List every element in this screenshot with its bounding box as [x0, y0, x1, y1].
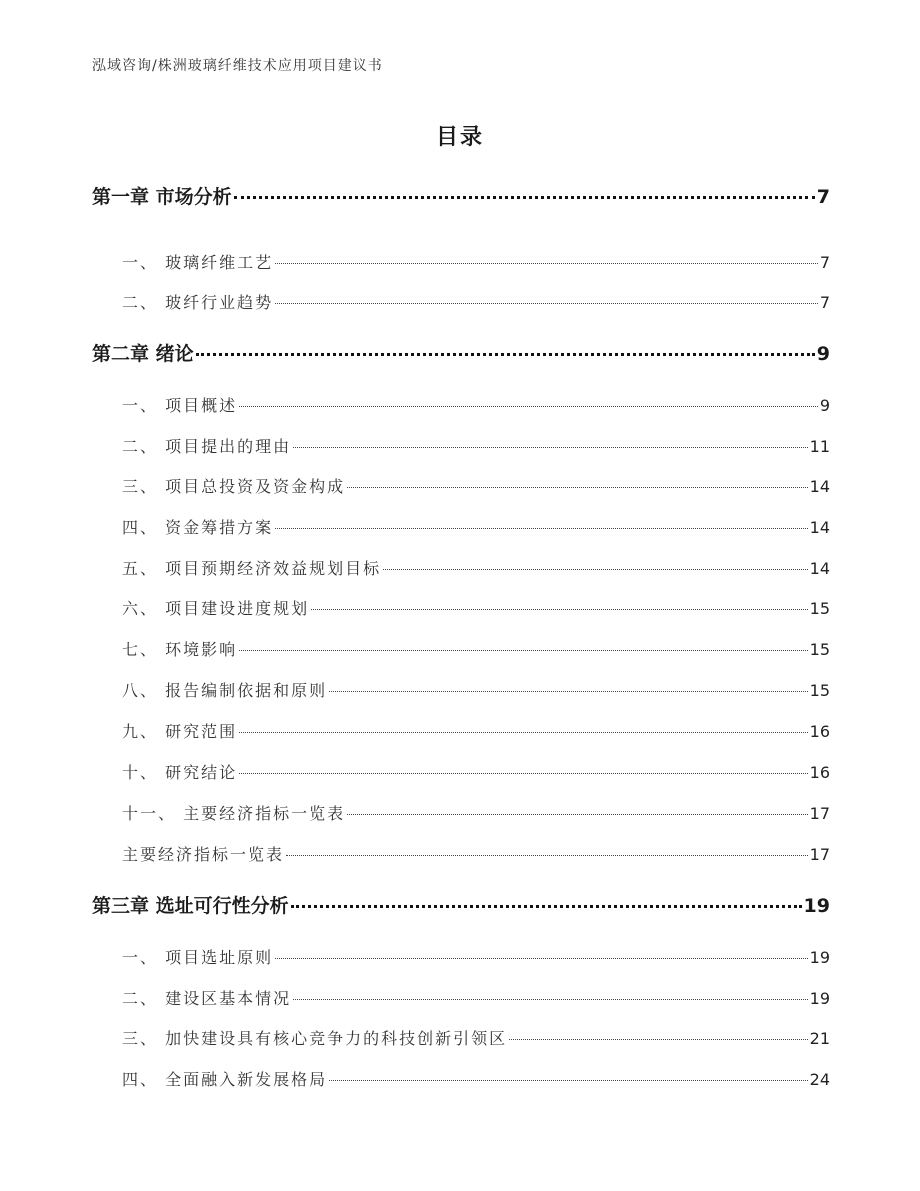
- toc-page-number: 21: [809, 1029, 830, 1048]
- toc-entry-label: 第一章 市场分析: [92, 186, 232, 208]
- toc-section-entry[interactable]: [92, 986, 830, 1009]
- dot-leader: [275, 958, 808, 959]
- toc-section-entry[interactable]: [92, 760, 830, 783]
- toc-page-number: 7: [819, 253, 830, 272]
- toc-entry-label: 四、 资金筹措方案: [122, 518, 274, 537]
- dot-leader: [239, 732, 808, 733]
- toc-section-entry[interactable]: [92, 290, 830, 313]
- toc-page-number: 9: [819, 396, 830, 415]
- toc-section-entry[interactable]: [92, 842, 830, 865]
- toc-page-number: 14: [809, 477, 830, 496]
- toc-page-number: 14: [809, 518, 830, 537]
- toc-entry-label: 第二章 绪论: [92, 343, 194, 365]
- toc-entry-label: 七、 环境影响: [122, 640, 238, 659]
- toc-section-entry[interactable]: [92, 434, 830, 457]
- toc-section-entry[interactable]: [92, 637, 830, 660]
- toc-page-number: 7: [816, 186, 830, 208]
- toc-entry-label: 六、 项目建设进度规划: [122, 599, 310, 618]
- toc-section-entry[interactable]: [92, 945, 830, 968]
- toc-entry-label: 九、 研究范围: [122, 722, 238, 741]
- dot-leader: [291, 905, 802, 908]
- toc-page-number: 16: [809, 763, 830, 782]
- toc-section-entry[interactable]: [92, 719, 830, 742]
- dot-leader: [196, 353, 815, 356]
- toc-page-number: 17: [809, 804, 830, 823]
- dot-leader: [275, 303, 818, 304]
- dot-leader: [293, 999, 808, 1000]
- toc-entry-label: 十一、 主要经济指标一览表: [122, 804, 346, 823]
- toc-section-entry[interactable]: [92, 1067, 830, 1090]
- toc-section-entry[interactable]: [92, 801, 830, 824]
- toc-section-entry[interactable]: [92, 556, 830, 579]
- toc-entry-label: 一、 项目选址原则: [122, 948, 274, 967]
- dot-leader: [347, 814, 808, 815]
- toc-entry-label: 三、 加快建设具有核心竞争力的科技创新引领区: [122, 1029, 508, 1048]
- toc-page-number: 15: [809, 599, 830, 618]
- toc-entry-label: 二、 建设区基本情况: [122, 989, 292, 1008]
- toc-entry-label: 主要经济指标一览表: [122, 845, 285, 864]
- dot-leader: [509, 1039, 808, 1040]
- dot-leader: [383, 569, 808, 570]
- document-header: 泓域咨询/株洲玻璃纤维技术应用项目建议书: [92, 58, 383, 74]
- toc-page-number: 19: [809, 948, 830, 967]
- toc-entry-label: 三、 项目总投资及资金构成: [122, 477, 346, 496]
- dot-leader: [239, 406, 818, 407]
- dot-leader: [329, 691, 808, 692]
- toc-section-entry[interactable]: [92, 678, 830, 701]
- dot-leader: [239, 773, 808, 774]
- toc-entry-label: 一、 项目概述: [122, 396, 238, 415]
- toc-title: 目录: [435, 125, 484, 150]
- dot-leader: [329, 1080, 808, 1081]
- toc-chapter-entry[interactable]: [92, 182, 830, 209]
- toc-page-number: 19: [803, 895, 830, 917]
- toc-entry-label: 二、 玻纤行业趋势: [122, 293, 274, 312]
- toc-entry-label: 第三章 选址可行性分析: [92, 895, 289, 917]
- toc-page-number: 16: [809, 722, 830, 741]
- toc-entry-label: 一、 玻璃纤维工艺: [122, 253, 274, 272]
- dot-leader: [347, 487, 808, 488]
- toc-page-number: 11: [809, 437, 830, 456]
- toc-chapter-entry[interactable]: [92, 891, 830, 918]
- toc-section-entry[interactable]: [92, 250, 830, 273]
- toc-page-number: 17: [809, 845, 830, 864]
- toc-chapter-entry[interactable]: [92, 339, 830, 366]
- toc-page-number: 14: [809, 559, 830, 578]
- toc-entry-label: 八、 报告编制依据和原则: [122, 681, 328, 700]
- toc-section-entry[interactable]: [92, 474, 830, 497]
- toc-page-number: 7: [819, 293, 830, 312]
- toc-entry-label: 十、 研究结论: [122, 763, 238, 782]
- toc-entry-label: 四、 全面融入新发展格局: [122, 1070, 328, 1089]
- toc-section-entry[interactable]: [92, 596, 830, 619]
- toc-page-number: 9: [816, 343, 830, 365]
- toc-page-number: 24: [809, 1070, 830, 1089]
- dot-leader: [239, 650, 808, 651]
- dot-leader: [286, 855, 808, 856]
- toc-entry-label: 二、 项目提出的理由: [122, 437, 292, 456]
- dot-leader: [234, 196, 815, 199]
- dot-leader: [275, 528, 808, 529]
- dot-leader: [293, 447, 808, 448]
- toc-section-entry[interactable]: [92, 393, 830, 416]
- toc-page-number: 15: [809, 640, 830, 659]
- toc-section-entry[interactable]: [92, 515, 830, 538]
- toc-section-entry[interactable]: [92, 1026, 830, 1049]
- toc-entry-label: 五、 项目预期经济效益规划目标: [122, 559, 382, 578]
- dot-leader: [311, 609, 808, 610]
- toc-page-number: 19: [809, 989, 830, 1008]
- dot-leader: [275, 263, 818, 264]
- toc-page-number: 15: [809, 681, 830, 700]
